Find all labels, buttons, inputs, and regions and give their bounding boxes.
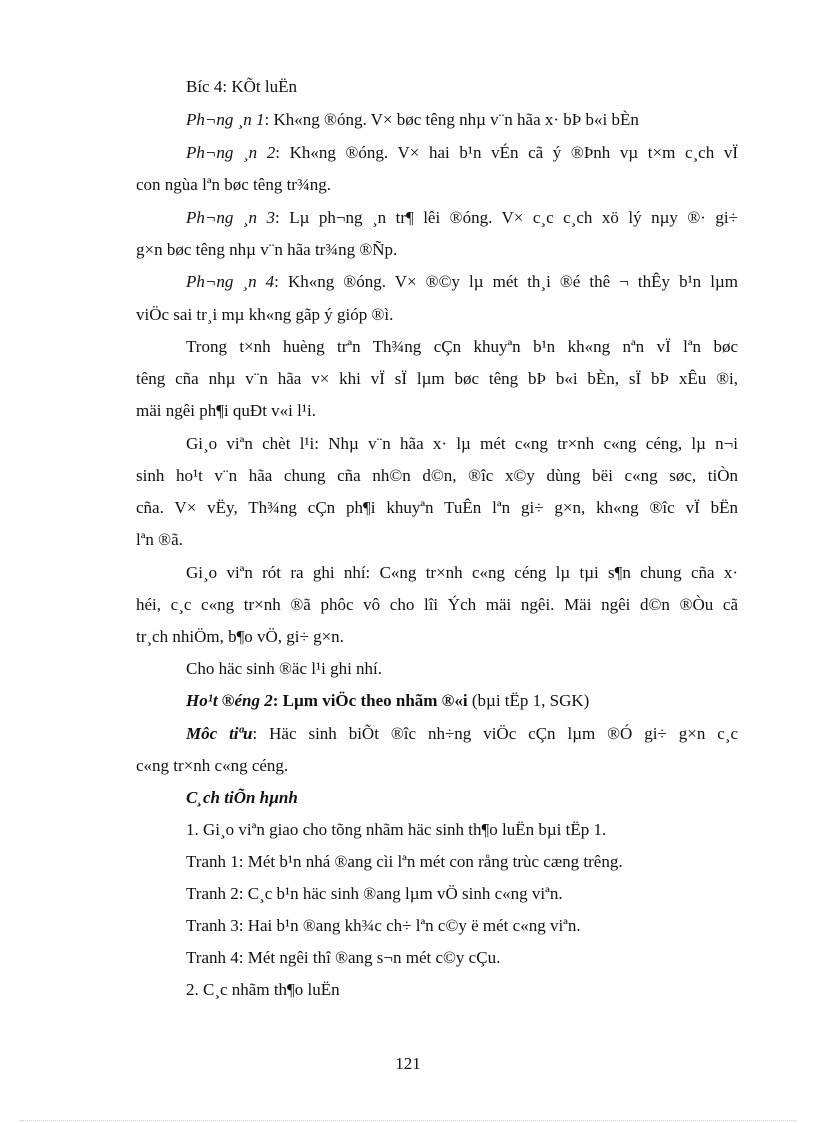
paragraph-line: Trong t×nh huèng trªn Th¾ng cÇn khuyªn b¹n kh«ng nªn vÏ lªn bøc	[186, 337, 738, 356]
paragraph-line: viÖc sai tr¸i mµ kh«ng gãp ý gióp ®ì.	[136, 305, 394, 324]
picture-2-line: Tranh 2: C¸c b¹n häc sinh ®ang lµm vÖ sinh c«ng viªn.	[186, 884, 563, 903]
option-3-line: Ph¬ng ¸n 3: Lµ ph¬ng ¸n tr¶ lêi ®óng. V× c¸c c¸ch xö lý nµy ®· gi÷	[186, 208, 738, 227]
procedure-heading: C¸ch tiÕn hµnh	[186, 788, 298, 807]
paragraph-line: 1. Gi¸o viªn giao cho tõng nhãm häc sinh th¶o luËn bµi tËp 1.	[186, 820, 607, 839]
paragraph-line: héi, c¸c c«ng tr×nh ®ã phôc vô cho lîi Ých mäi ngêi. Mäi ngêi d©n ®Òu cã	[136, 595, 738, 614]
page-bottom-divider	[20, 1120, 796, 1121]
paragraph-line: Gi¸o viªn rót ra ghi nhí: C«ng tr×nh c«ng céng lµ tµi s¶n chung cña x·	[186, 563, 738, 582]
paragraph-line: 2. C¸c nhãm th¶o luËn	[186, 980, 340, 999]
paragraph-line: Gi¸o viªn chèt l¹i: Nhµ v¨n hãa x· lµ mét c«ng tr×nh c«ng céng, lµ n¬i	[186, 434, 738, 453]
option-1-line: Ph¬ng ¸n 1: Kh«ng ®óng. V× bøc têng nhµ v¨n hãa x· bÞ b«i bÈn	[186, 110, 639, 129]
paragraph-line: tr¸ch nhiÖm, b¶o vÖ, gi÷ g×n.	[136, 627, 344, 646]
paragraph-line: Cho häc sinh ®äc l¹i ghi nhí.	[186, 659, 383, 678]
objective-label: Môc tiªu	[186, 724, 253, 743]
option-label: Ph¬ng ¸n 2	[186, 143, 276, 162]
picture-1-line: Tranh 1: Mét b¹n nhá ®ang cìi lªn mét con rång trùc cæng trêng.	[186, 852, 623, 871]
paragraph-line: cña. V× vËy, Th¾ng cÇn ph¶i khuyªn TuÊn lªn gi÷ g×n, kh«ng ®îc vÏ bËn	[136, 498, 738, 517]
option-4-line: Ph¬ng ¸n 4: Kh«ng ®óng. V× ®©y lµ mét th¸i ®é thê ¬ thÊy b¹n lµm	[186, 272, 738, 291]
paragraph-line: g×n bøc têng nhµ v¨n hãa tr¾ng ®Ñp.	[136, 240, 398, 259]
picture-3-line: Tranh 3: Hai b¹n ®ang kh¾c ch÷ lªn c©y ë mét c«ng viªn.	[186, 916, 581, 935]
objective-line: Môc tiªu: Häc sinh biÕt ®îc nh÷ng viÖc cÇn lµm ®Ó gi÷ g×n c¸c	[186, 724, 738, 743]
paragraph-line: c«ng tr×nh c«ng céng.	[136, 756, 289, 775]
paragraph-line: mäi ngêi ph¶i quÐt v«i l¹i.	[136, 401, 316, 420]
option-label: Ph¬ng ¸n 1	[186, 110, 265, 129]
option-label: Ph¬ng ¸n 3	[186, 208, 275, 227]
paragraph-line: têng cña nhµ v¨n hãa v× khi vÏ sÏ lµm bøc têng bÞ b«i bÈn, sÏ bÞ xÊu ®i,	[136, 369, 738, 388]
activity-2-heading: Ho¹t ®éng 2: Lµm viÖc theo nhãm ®«i (bµi tËp 1, SGK)	[186, 691, 590, 710]
paragraph-line: lªn ®ã.	[136, 530, 183, 549]
page-number: 121	[395, 1054, 421, 1073]
option-2-line: Ph¬ng ¸n 2: Kh«ng ®óng. V× hai b¹n vÉn cã ý ®Þnh vµ t×m c¸ch vÏ	[186, 143, 738, 162]
step-4-heading: Bíc 4: KÕt luËn	[186, 77, 297, 96]
option-label: Ph¬ng ¸n 4	[186, 272, 275, 291]
picture-4-line: Tranh 4: Mét ngêi thî ®ang s¬n mét c©y cÇu.	[186, 948, 501, 967]
paragraph-line: con ngùa lªn bøc têng tr¾ng.	[136, 175, 331, 194]
paragraph-line: sinh ho¹t v¨n hãa chung cña nh©n d©n, ®îc x©y dùng bëi c«ng søc, tiÒn	[136, 466, 738, 485]
